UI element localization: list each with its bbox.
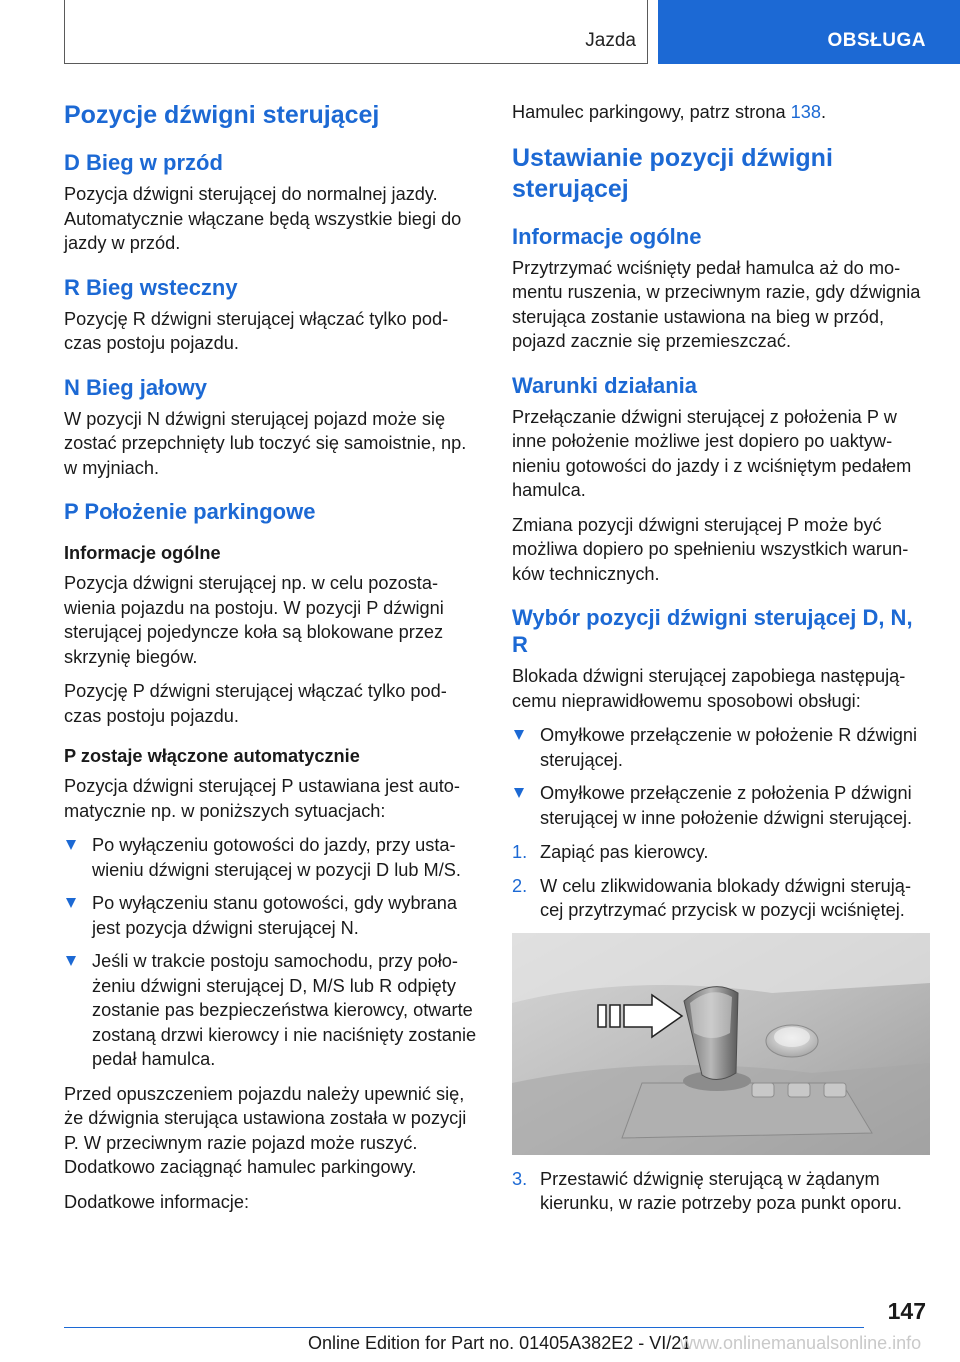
d-text: Pozycja dźwigni sterującej do normalnej jazdy. Automatycznie włączane będą wszystkie biegi do jazdy w przód. <box>64 184 462 253</box>
step-item: 3. Przestawić dźwignię sterującą w żądanym kierunku, w razie potrzeby poza punkt oporu. <box>512 1168 902 1213</box>
footer-divider <box>64 1327 864 1328</box>
select-text: Blokada dźwigni sterującej zapobiega następującemu nieprawidłowemu sposobowi obsługi: <box>512 666 906 711</box>
step-item: 2. W celu zlikwidowania blokady dźwigni sterującej przytrzymać przycisk w pozycji wciśniętej. <box>512 875 911 920</box>
heading-select-position: Wybór pozycji dźwigni sterującej D, N, R <box>512 605 913 657</box>
heading-conditions: Warunki działania <box>512 372 698 398</box>
steps-list-a <box>512 840 926 923</box>
page-number: 147 <box>887 1298 926 1324</box>
section-tab[interactable] <box>658 0 960 64</box>
right-column <box>512 100 926 1226</box>
p-auto-heading: P zostaje włączone automatycznie <box>64 746 360 766</box>
list-item: Omyłkowe przełączenie z położenia P dźwigni sterującej w inne położenie dźwigni sterującej. <box>512 781 926 830</box>
p-more-info: Dodatkowe informacje: <box>64 1191 249 1212</box>
p-auto-text: Pozycja dźwigni sterującej P ustawiana jest automatycznie np. w poniższych sytuacjach: <box>64 776 460 821</box>
section-tab-label: OBSŁUGA <box>827 30 926 51</box>
heading-p-park: P Położenie parkingowe <box>64 499 316 524</box>
p-info-text-2: Pozycję P dźwigni sterującej włączać tylko podczas postoju pojazdu. <box>64 681 447 726</box>
list-item: Omyłkowe przełączenie w położenie R dźwigni sterującej. <box>512 723 926 772</box>
heading-general-info: Informacje ogólne <box>512 223 702 249</box>
left-column <box>64 100 478 1224</box>
list-item: Po wyłączeniu stanu gotowości, gdy wybrana jest pozycja dźwigni sterującej N. <box>64 891 478 940</box>
triangle-bullet-icon <box>514 730 524 740</box>
triangle-bullet-icon <box>514 788 524 798</box>
p-info-heading: Informacje ogólne <box>64 543 221 563</box>
edition-info: Online Edition for Part no. 01405A382E2 - VI/21 <box>308 1333 692 1353</box>
p-warning-text: Przed opuszczeniem pojazdu należy upewnić się, że dźwignia sterująca ustawiona została w pozycji P. W przeciwnym razie pojazd może ruszyć. Dodatkowo zaciągnąć hamulec parkingowy. <box>64 1083 467 1177</box>
heading-n-neutral: N Bieg jałowy <box>64 374 208 400</box>
p-auto-list <box>64 833 478 1072</box>
chapter-label: Jazda <box>585 30 636 51</box>
watermark: www.onlinemanualsonline.info <box>680 1333 922 1353</box>
page-link[interactable]: 138 <box>790 102 822 122</box>
triangle-bullet-icon <box>66 840 76 850</box>
list-item: Jeśli w trakcie postoju samochodu, przy położeniu dźwigni sterującej D, M/S lub R odpięty zostanie pas bezpieczeństwa kierowcy, otwarte zostaną drzwi kierowcy i nie naciśnięty zostanie pedał hamulca. <box>64 949 478 1072</box>
section-title: Pozycje dźwigni sterującej <box>64 101 380 129</box>
general-info-text: Przytrzymać wciśnięty pedał hamulca aż do momentu ruszenia, w przeciwnym razie, gdy dźwignia sterująca zostanie ustawiona na bieg w przód, pojazd zacznie się przemieszczać. <box>512 257 921 351</box>
heading-r-reverse: R Bieg wsteczny <box>64 274 238 300</box>
parking-brake-reference: Hamulec parkingowy, patrz strona 138. <box>512 102 827 122</box>
triangle-bullet-icon <box>66 898 76 908</box>
list-item: Po wyłączeniu gotowości do jazdy, przy ustawieniu dźwigni sterującej w pozycji D lub M/S. <box>64 833 478 882</box>
conditions-text-1: Przełączanie dźwigni sterującej z położenia P w inne położenie możliwe jest dopiero po uaktywnieniu gotowości do jazdy i z wciśniętym pedałem hamulca. <box>512 406 912 500</box>
r-text: Pozycję R dźwigni sterującej włączać tylko podczas postoju pojazdu. <box>64 308 449 353</box>
triangle-bullet-icon <box>66 956 76 966</box>
gear-lever-photo <box>512 933 930 1155</box>
gear-lever-illustration <box>512 933 930 1155</box>
steps-list-b <box>512 1167 926 1216</box>
section-title-set-position: Ustawianie pozycji dźwigni sterującej <box>512 143 833 203</box>
select-bullet-list <box>512 723 926 830</box>
step-item: 1. Zapiąć pas kierowcy. <box>512 842 709 862</box>
p-info-text-1: Pozycja dźwigni sterującej np. w celu pozostawienia pojazdu na postoju. W pozycji P dźwigni sterującej pojedyncze koła są blokowane przez skrzynię biegów. <box>64 573 444 667</box>
n-text: W pozycji N dźwigni sterującej pojazd może się zostać przepchnięty lub toczyć się samoistnie, np. w myjniach. <box>64 408 467 478</box>
heading-d-forward: D Bieg w przód <box>64 150 223 175</box>
conditions-text-2: Zmiana pozycji dźwigni sterującej P może być możliwa dopiero po spełnieniu wszystkich warunków technicznych. <box>512 514 909 584</box>
